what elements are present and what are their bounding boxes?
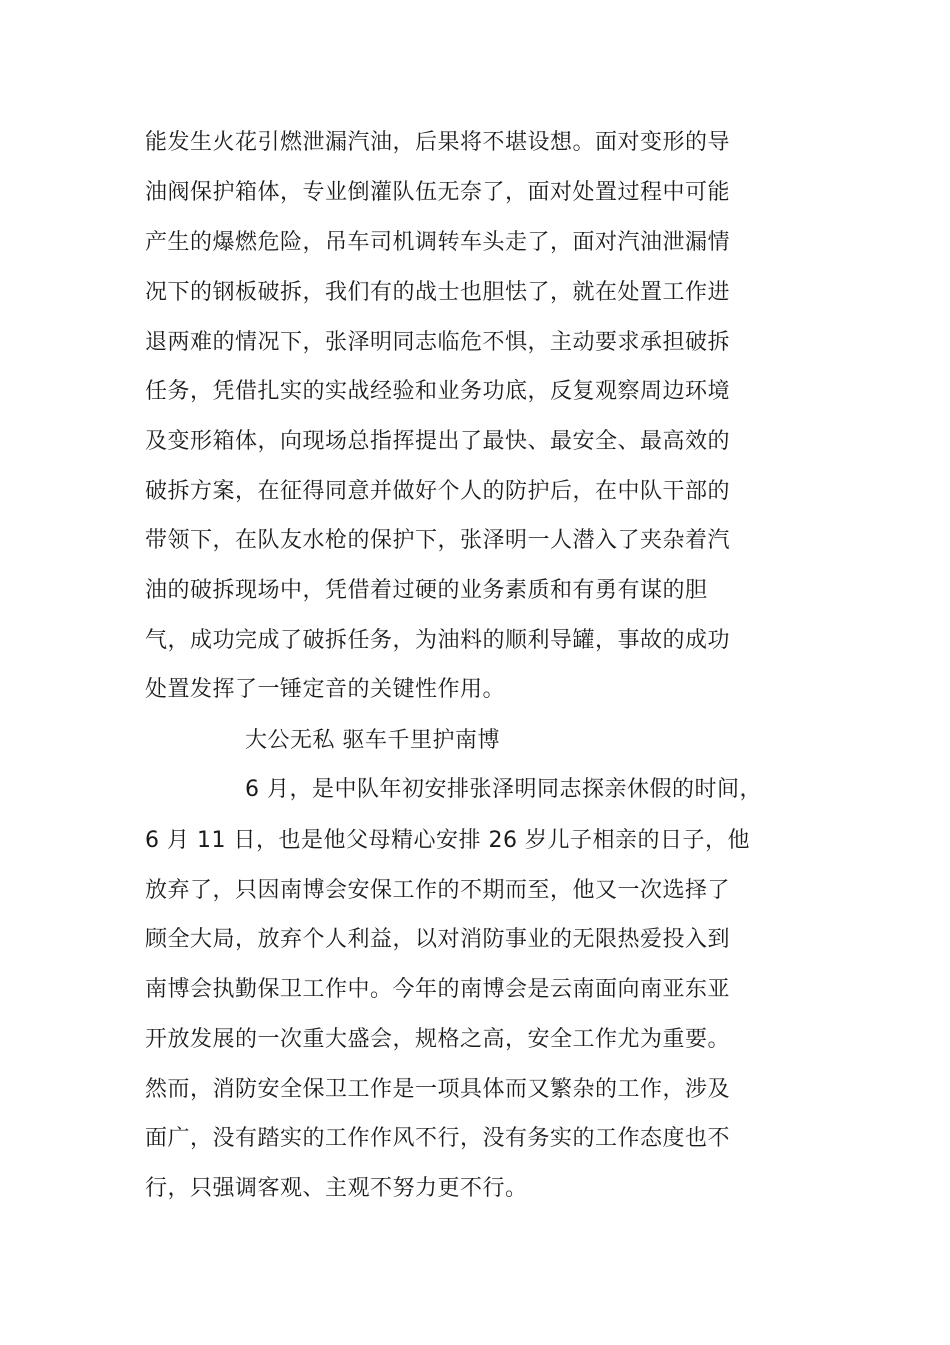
paragraph-2-line: 6 月 11 日，也是他父母精心安排 26 岁儿子相亲的日子，他 [145, 828, 750, 853]
paragraph-1-line: 及变形箱体，向现场总指挥提出了最快、最安全、最高效的 [145, 429, 731, 454]
paragraph-2-line: 放弃了，只因南博会安保工作的不期而至，他又一次选择了 [145, 878, 731, 903]
paragraph-1-line: 气，成功完成了破拆任务，为油料的顺利导罐，事故的成功 [145, 628, 731, 653]
paragraph-1-line: 破拆方案，在征得同意并做好个人的防护后，在中队干部的 [145, 479, 731, 504]
paragraph-1-line: 任务，凭借扎实的实战经验和业务功底，反复观察周边环境 [145, 379, 731, 404]
paragraph-1-line: 能发生火花引燃泄漏汽油，后果将不堪设想。面对变形的导 [145, 130, 731, 155]
paragraph-1-line: 退两难的情况下，张泽明同志临危不惧，主动要求承担破拆 [145, 330, 731, 355]
paragraph-1-line: 况下的钢板破拆，我们有的战士也胆怯了，就在处置工作进 [145, 280, 731, 305]
paragraph-2-first-line: 6 月，是中队年初安排张泽明同志探亲休假的时间， [245, 777, 762, 802]
section-heading: 大公无私 驱车千里护南博 [245, 728, 500, 753]
paragraph-2-line: 南博会执勤保卫工作中。今年的南博会是云南面向南亚东亚 [145, 977, 731, 1002]
paragraph-1-line: 处置发挥了一锤定音的关键性作用。 [145, 677, 506, 702]
paragraph-1-line: 油的破拆现场中，凭借着过硬的业务素质和有勇有谋的胆 [145, 578, 708, 603]
paragraph-2-line: 开放发展的一次重大盛会，规格之高，安全工作尤为重要。 [145, 1027, 731, 1052]
paragraph-1-line: 产生的爆燃危险，吊车司机调转车头走了，面对汽油泄漏情 [145, 230, 731, 255]
paragraph-2-line: 行，只强调客观、主观不努力更不行。 [145, 1176, 528, 1201]
paragraph-2-line: 顾全大局，放弃个人利益，以对消防事业的无限热爱投入到 [145, 927, 731, 952]
paragraph-1-line: 油阀保护箱体，专业倒灌队伍无奈了，面对处置过程中可能 [145, 180, 731, 205]
paragraph-1-line: 带领下，在队友水枪的保护下，张泽明一人潜入了夹杂着汽 [145, 528, 731, 553]
paragraph-2-line: 然而，消防安全保卫工作是一项具体而又繁杂的工作，涉及 [145, 1077, 731, 1102]
paragraph-2-line: 面广，没有踏实的工作作风不行，没有务实的工作态度也不 [145, 1126, 731, 1151]
